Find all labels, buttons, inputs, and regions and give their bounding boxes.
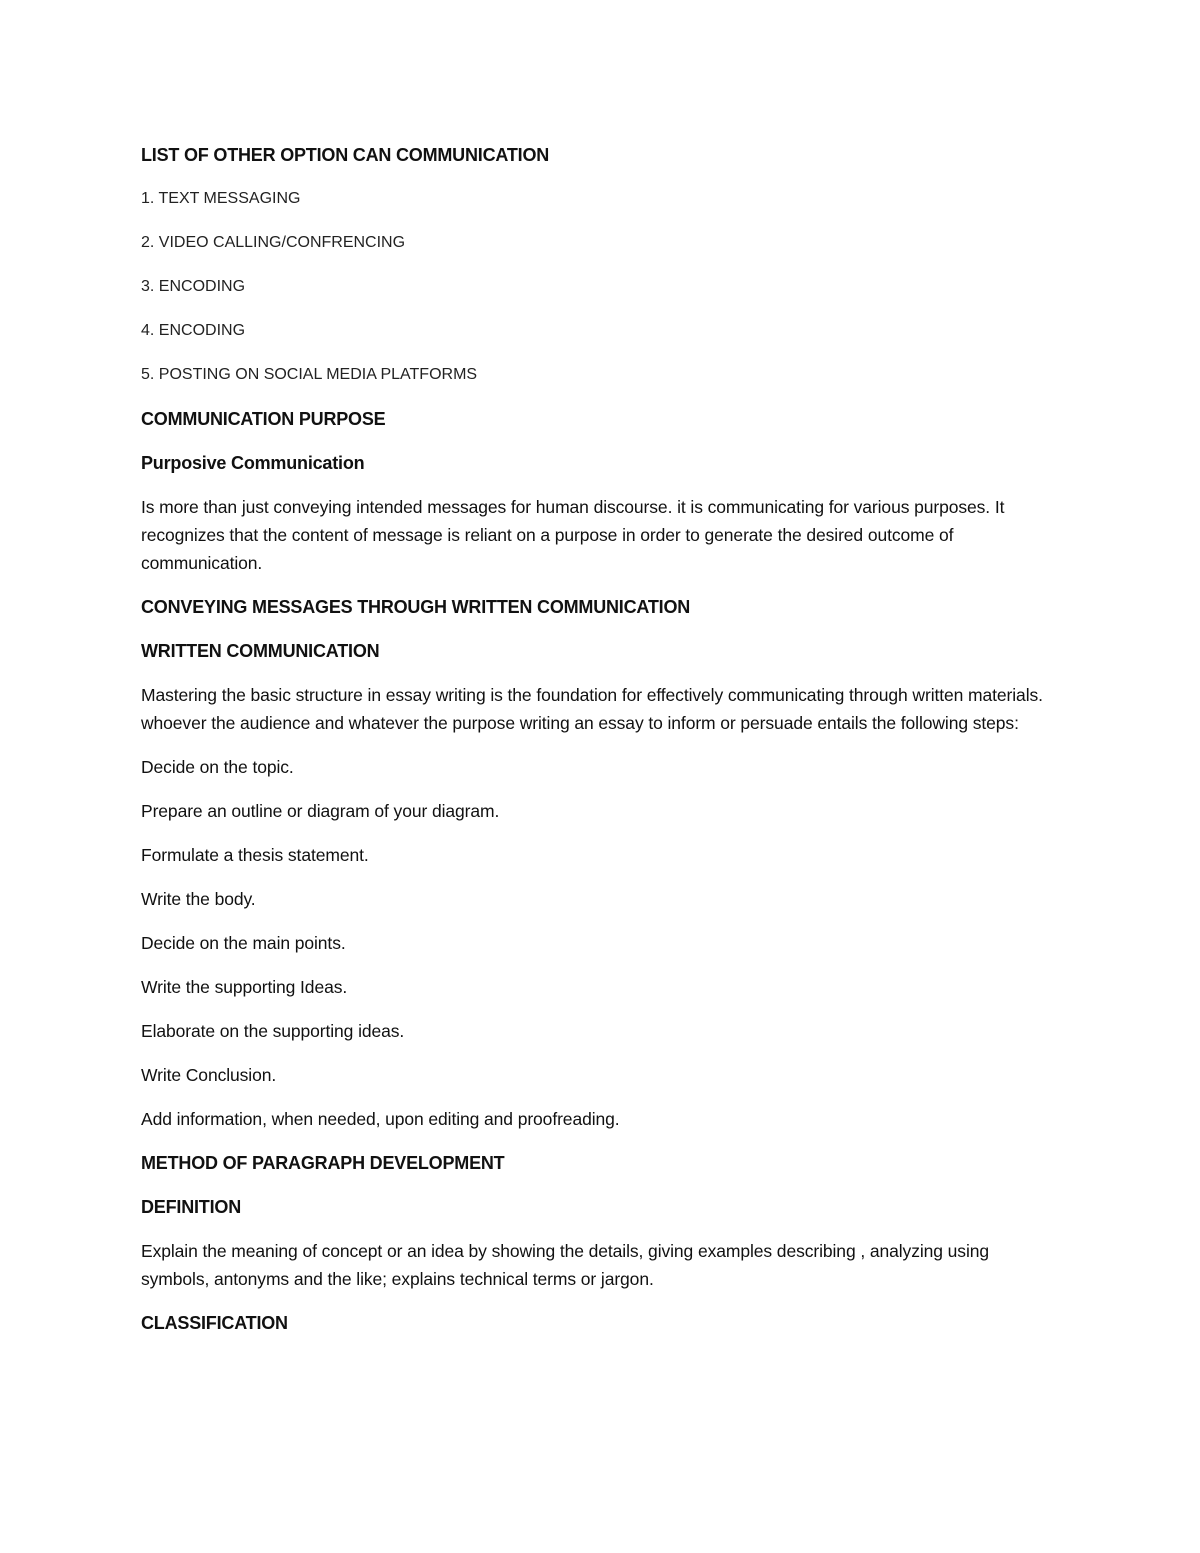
step-item: Decide on the main points. (141, 933, 346, 953)
document-body (141, 141, 1061, 1353)
written-heading: WRITTEN COMMUNICATION (141, 641, 380, 661)
list-item: 3. ENCODING (141, 278, 246, 295)
purpose-heading: COMMUNICATION PURPOSE (141, 409, 386, 429)
written-paragraph: Mastering the basic structure in essay writing is the foundation for effectively communicating through written materials. whoever the audience and whatever the purpose writing an essay to inform or persuade entails the following steps: (141, 685, 1043, 733)
list-item: 4. ENCODING (141, 322, 246, 339)
step-item: Prepare an outline or diagram of your diagram. (141, 801, 500, 821)
step-item: Add information, when needed, upon editing and proofreading. (141, 1109, 620, 1129)
list-item: 5. POSTING ON SOCIAL MEDIA PLATFORMS (141, 366, 478, 383)
step-item: Write the supporting Ideas. (141, 977, 348, 997)
list-heading: LIST OF OTHER OPTION CAN COMMUNICATION (141, 145, 550, 165)
conveying-heading: CONVEYING MESSAGES THROUGH WRITTEN COMMUNICATION (141, 597, 691, 617)
purposive-paragraph: Is more than just conveying intended messages for human discourse. it is communicating for various purposes. It recognizes that the content of message is reliant on a purpose in order to generate the desired outcome of communication. (141, 497, 1005, 573)
definition-heading: DEFINITION (141, 1197, 241, 1217)
classification-heading: CLASSIFICATION (141, 1313, 288, 1333)
step-item: Elaborate on the supporting ideas. (141, 1021, 405, 1041)
purposive-heading: Purposive Communication (141, 453, 365, 473)
step-item: Write the body. (141, 889, 256, 909)
step-item: Formulate a thesis statement. (141, 845, 369, 865)
method-heading: METHOD OF PARAGRAPH DEVELOPMENT (141, 1153, 505, 1173)
step-item: Decide on the topic. (141, 757, 294, 777)
definition-paragraph: Explain the meaning of concept or an idea by showing the details, giving examples describing , analyzing using symbols, antonyms and the like; explains technical terms or jargon. (141, 1241, 989, 1289)
step-item: Write Conclusion. (141, 1065, 277, 1085)
list-item: 2. VIDEO CALLING/CONFRENCING (141, 234, 406, 251)
list-item: 1. TEXT MESSAGING (141, 190, 301, 207)
